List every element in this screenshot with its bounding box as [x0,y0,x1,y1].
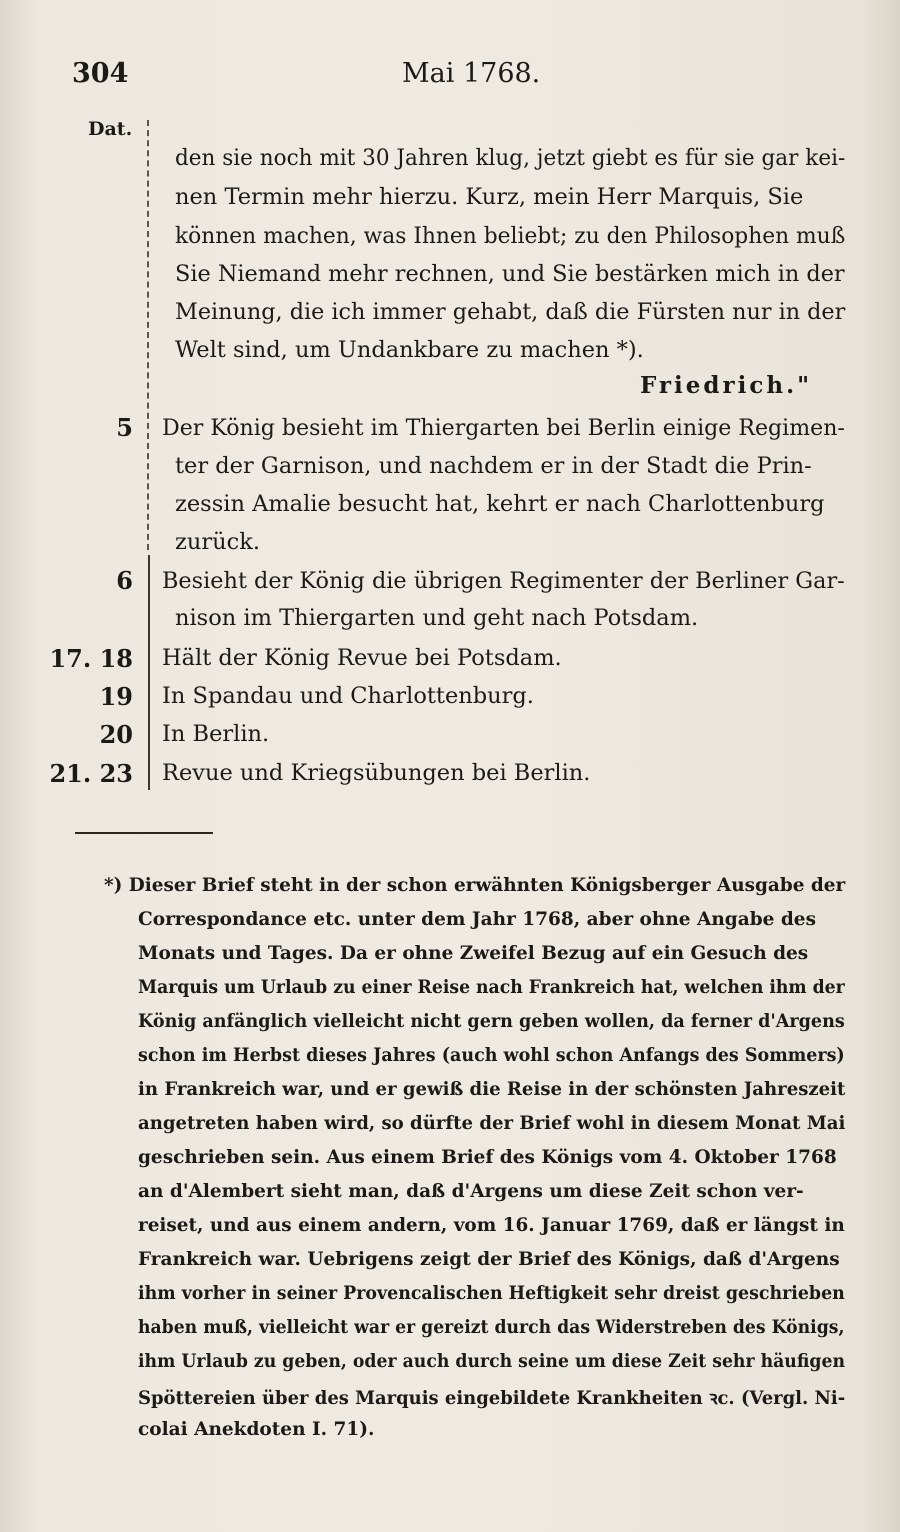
footnote-line: schon im Herbst dieses Jahres (auch wohl schon Anfangs des Sommers) [138,1045,845,1066]
footnote-line: Frankreich war. Uebrigens zeigt der Brief des Königs, daß d'Argens [138,1249,840,1270]
entry-line: nison im Thiergarten und geht nach Potsdam. [175,605,699,631]
footnote-line: Monats und Tages. Da er ohne Zweifel Bezug auf ein Gesuch des [138,943,809,964]
footnote-line: Marquis um Urlaub zu einer Reise nach Frankreich hat, welchen ihm der [138,977,845,998]
footnote-line: colai Anekdoten I. 71). [138,1419,375,1440]
entry-line: Der König besieht im Thiergarten bei Berlin einige Regimen- [162,415,845,441]
date-column-label: Dat. [88,118,133,140]
letter-line: Sie Niemand mehr rechnen, und Sie bestärken mich in der [175,261,845,287]
column-divider-solid [148,555,150,790]
entry-line: In Berlin. [162,721,270,747]
entry-line: Revue und Kriegsübungen bei Berlin. [162,760,591,786]
entry-date: 5 [116,413,133,442]
entry-date: 21. 23 [49,759,133,788]
letter-signature: Friedrich." [640,372,813,399]
footnote-line: ihm Urlaub zu geben, oder auch durch seine um diese Zeit sehr häufigen [138,1351,846,1372]
footnote-line: an d'Alembert sieht man, daß d'Argens um diese Zeit schon ver- [138,1181,804,1202]
entry-line: In Spandau und Charlottenburg. [162,683,534,709]
footnote-line: Spöttereien über des Marquis eingebildete Krankheiten ꝛc. (Vergl. Ni- [138,1388,846,1409]
entry-date: 6 [116,566,133,595]
footnote-line: reiset, und aus einem andern, vom 16. Januar 1769, daß er längst in [138,1215,845,1236]
entry-date: 19 [99,682,133,711]
letter-line: den sie noch mit 30 Jahren klug, jetzt giebt es für sie gar kei- [175,145,846,171]
entry-line: zurück. [175,529,260,555]
page-header [0,58,900,98]
letter-line: nen Termin mehr hierzu. Kurz, mein Herr Marquis, Sie [175,184,804,210]
entry-line: zessin Amalie besucht hat, kehrt er nach Charlottenburg [175,491,825,517]
entry-date: 17. 18 [49,644,133,673]
letter-line: Welt sind, um Undankbare zu machen *). [175,337,644,363]
footnote-line: König anfänglich vielleicht nicht gern geben wollen, da ferner d'Argens [138,1011,845,1032]
footnote-line: geschrieben sein. Aus einem Brief des Königs vom 4. Oktober 1768 [138,1147,837,1168]
footnote-separator [75,832,213,834]
page-number: 304 [72,58,129,89]
entry-line: Hält der König Revue bei Potsdam. [162,645,562,671]
footnote-line: ihm vorher in seiner Provencalischen Heftigkeit sehr dreist geschrieben [138,1283,845,1304]
entry-line: ter der Garnison, und nachdem er in der Stadt die Prin- [175,453,812,479]
running-title: Mai 1768. [402,58,541,89]
footnote-line: haben muß, vielleicht war er gereizt durch das Widerstreben des Königs, [138,1317,845,1338]
footnote-line: angetreten haben wird, so dürfte der Brief wohl in diesem Monat Mai [138,1113,846,1134]
entry-date: 20 [99,720,133,749]
column-divider-dashed [147,120,149,550]
letter-line: können machen, was Ihnen beliebt; zu den Philosophen muß [175,223,846,249]
footnote-line: in Frankreich war, und er gewiß die Reise in der schönsten Jahreszeit [138,1079,846,1100]
footnote-line: Correspondance etc. unter dem Jahr 1768, aber ohne Angabe des [138,909,816,930]
footnote-line: *) Dieser Brief steht in der schon erwähnten Königsberger Ausgabe der [104,875,846,896]
entry-line: Besieht der König die übrigen Regimenter der Berliner Gar- [162,568,845,594]
letter-line: Meinung, die ich immer gehabt, daß die Fürsten nur in der [175,299,846,325]
